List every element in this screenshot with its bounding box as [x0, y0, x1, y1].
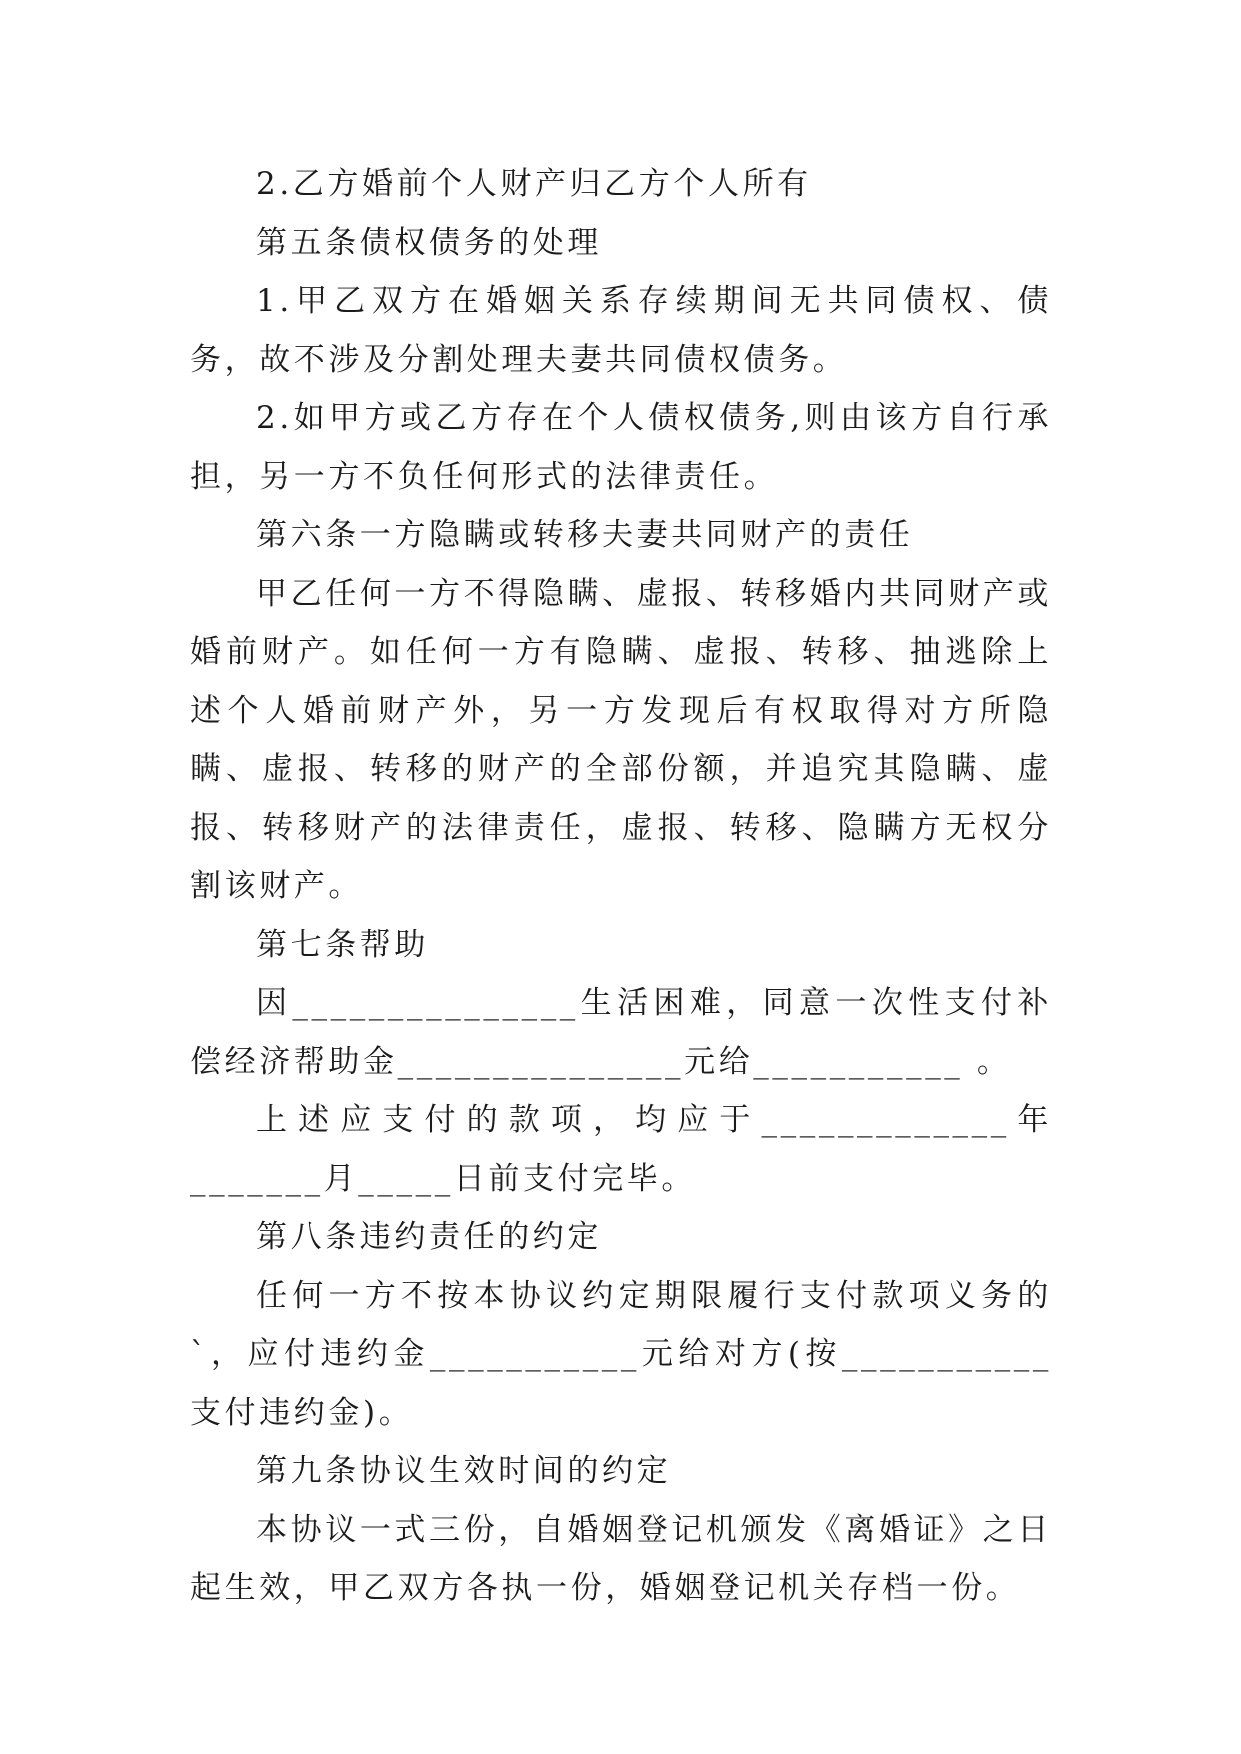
article-6-heading: 第六条一方隐瞒或转移夫妻共同财产的责任: [256, 517, 914, 553]
clause-5-item-1: 1.甲乙双方在婚姻关系存续期间无共同债权、债务，故不涉及分割处理夫妻共同债权债务。: [190, 283, 1052, 378]
clause-5-item-2: 2.如甲方或乙方存在个人债权债务,则由该方自行承担，另一方不负任何形式的法律责任。: [190, 400, 1052, 495]
document-body: [190, 155, 1052, 1618]
article-7-body: 因_______________生活困难，同意一次性支付补偿经济帮助金_______________元给___________ 。: [190, 985, 1052, 1080]
clause-4-item-2: 2.乙方婚前个人财产归乙方个人所有: [256, 166, 812, 202]
article-8-body: 任何一方不按本协议约定期限履行支付款项义务的`，应付违约金___________元给对方(按___________支付违约金)。: [190, 1277, 1052, 1431]
article-7-payment-deadline: 上述应支付的款项，均应于_____________年_______月_____日前支付完毕。: [190, 1102, 1052, 1197]
article-7-heading: 第七条帮助: [256, 926, 429, 963]
article-9-body: 本协议一式三份，自婚姻登记机颁发《离婚证》之日起生效，甲乙双方各执一份，婚姻登记机关存档一份。: [190, 1511, 1052, 1606]
article-5-heading: 第五条债权债务的处理: [256, 224, 602, 261]
article-9-heading: 第九条协议生效时间的约定: [256, 1453, 672, 1489]
article-8-heading: 第八条违约责任的约定: [256, 1219, 602, 1255]
article-6-body: 甲乙任何一方不得隐瞒、虚报、转移婚内共同财产或婚前财产。如任何一方有隐瞒、虚报、转移、抽逃除上述个人婚前财产外，另一方发现后有权取得对方所隐瞒、虚报、转移的财产的全部份额，并追究其隐瞒、虚报、转移财产的法律责任，虚报、转移、隐瞒方无权分割该财产。: [190, 575, 1052, 904]
